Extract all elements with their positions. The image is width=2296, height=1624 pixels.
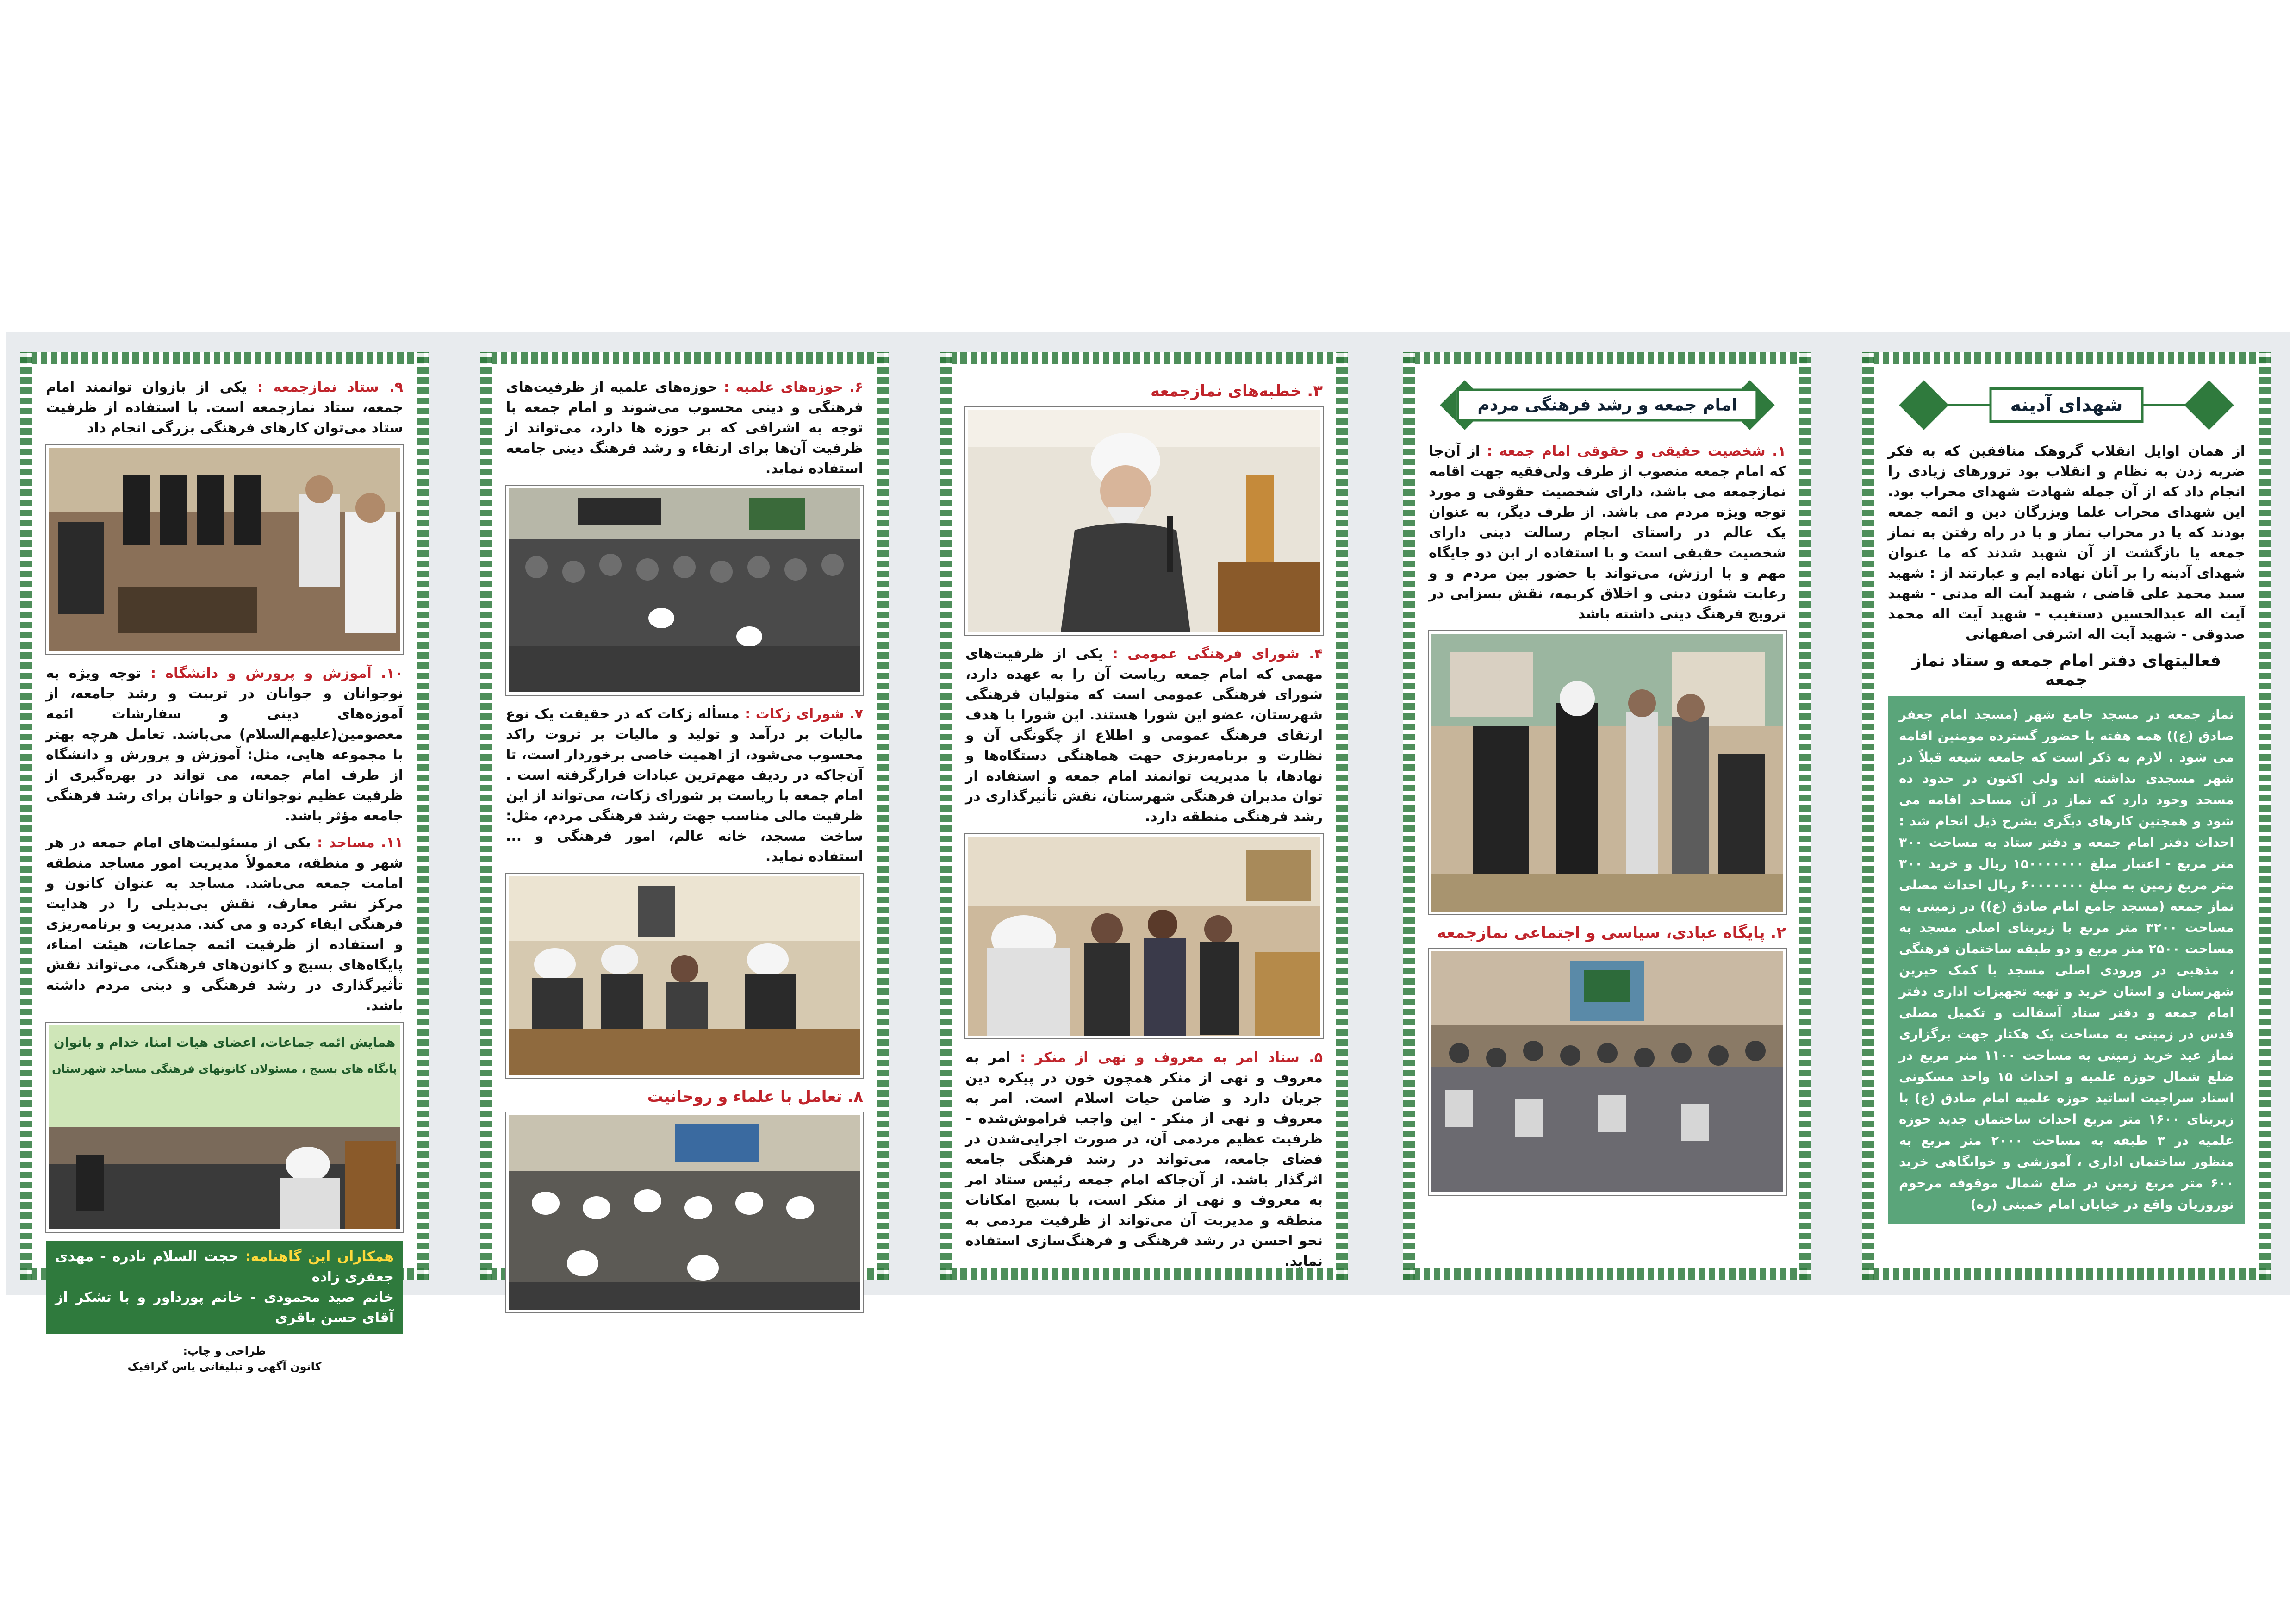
frame-bottom bbox=[1403, 1268, 1811, 1280]
panel-imam-culture bbox=[1403, 352, 1811, 1280]
frame-top bbox=[940, 352, 1348, 364]
panel-sermons bbox=[940, 352, 1348, 1280]
section-heading: ۱۱. مساجد : bbox=[317, 835, 403, 851]
design-label: طراحی و چاپ: bbox=[183, 1344, 266, 1357]
design-name: کانون آگهی و تبلیغاتی یاس گرافیک bbox=[127, 1360, 322, 1373]
frame-top bbox=[20, 352, 429, 364]
frame-left bbox=[940, 352, 952, 1280]
photo-clergy-meeting bbox=[506, 1112, 863, 1312]
credits-line2: خانم صید محمودی - خانم پورداور و با تشکر از آقای حسن باقری bbox=[55, 1289, 394, 1326]
frame-left bbox=[1403, 352, 1415, 1280]
ornament-diamond-icon bbox=[1899, 380, 1948, 430]
ornament-diamond-icon bbox=[2184, 380, 2234, 430]
frame-left bbox=[480, 352, 492, 1280]
photo-zakat-council bbox=[506, 874, 863, 1078]
section-heading: ۱. شخصیت حقیقی و حقوقی امام جمعه : bbox=[1487, 443, 1786, 459]
section-heading: ۳. خطبه‌های نمازجمعه bbox=[1151, 382, 1323, 400]
panel-seminaries bbox=[480, 352, 889, 1280]
frame-right bbox=[2259, 352, 2271, 1280]
section-banner bbox=[1429, 377, 1786, 433]
frame-top bbox=[480, 352, 889, 364]
section-text: امر به معروف و نهی از منکر همچون خون در پیکره دین جریان دارد و ضامن حیات اسلام است. امر به معروف و نهی از منکر - این واجب فراموش‌شده - ظرفیت عظیم مردمی آن، در صورت اجرایی‌شدن در فضای جامعه، می‌تواند در رشد فرهنگی جامعه اثرگذار باشد. از آن‌جاکه امام جمعه رئیس ستاد امر به معروف و نهی از منکر است، با بسیج امکانات منطقه و مدیریت آن می‌تواند از ظرفیت مردمی به نحو احسن در رشد فرهنگی و فرهنگ‌سازی استفاده نماید. bbox=[965, 1049, 1323, 1269]
credits-line1: حجت السلام نادره - مهدی جعفری زاده bbox=[55, 1249, 394, 1285]
banner-title: امام جمعه و رشد فرهنگی مردم bbox=[1456, 389, 1758, 422]
frame-left bbox=[20, 352, 32, 1280]
section-heading: ۱۰. آموزش و پرورش و دانشگاه : bbox=[150, 665, 403, 681]
frame-right bbox=[877, 352, 889, 1280]
banner-title: شهدای آدینه bbox=[1990, 387, 2144, 423]
section-heading: ۴. شورای فرهنگی عمومی : bbox=[1112, 646, 1323, 662]
section-text: توجه ویژه به نوجوانان و جوانان در تربیت و رشد جامعه، از آموزه‌های دینی و سفارشات ائمه معصومین(علیهم‌السلام) می‌باشد. تعامل هرچه بهتر با مجموعه هایی، مثل: آموزش و پرورش و دانشگاه از طرف امام جمعه، می تواند در بهره‌گیری از ظرفیت عظیم نوجوانان و جوانان برای رشد فرهنگی جامعه مؤثر باشد. bbox=[46, 665, 403, 824]
photo-council bbox=[965, 834, 1323, 1038]
intro-paragraph: از همان اوایل انقلاب گروهک منافقین که به فکر ضربه زدن به نظام و انقلاب بود ترورهای زیادی را انجام داد که از آن جمله شهادت شهدای محراب بود. این شهدای محراب علما وبزرگان دین و ائمه جمعه بودند که یا در محراب نماز و یا در راه رفتن به نماز جمعه یا بازگشت از آن شهید شدند که ما عنوان شهدای آدینه را بر آنان نهاده ایم و عبارتند از : شهید سید محمد علی قاضی ، شهید آیت اله مدنی - شهید آیت اله عبدالحسین دستغیب - شهید آیت اله محمد صدوقی - شهید آیت اله اشرفی اصفهانی bbox=[1888, 443, 2245, 643]
photo-banner-subtext: پایگاه های بسیج ، مسئولان کانونهای فرهنگی مساجد شهرستان bbox=[52, 1062, 397, 1075]
frame-right bbox=[417, 352, 429, 1280]
section-text: حوزه‌های علمیه از ظرفیت‌های فرهنگی و دینی محسوب می‌شوند و امام جمعه با توجه به اشرافی که بر حوزه ها دارد، می‌تواند از ظرفیت آن‌ها برای ارتقاء و رشد فرهنگ دینی جامعه استفاده نماید. bbox=[506, 379, 863, 477]
section-text: یکی از مسئولیت‌های امام جمعه در هر شهر و منطقه، معمولاً مدیریت امور مساجد منطقه امامت جمعه می‌باشد. مساجد به عنوان کانون و مرکز نشر معارف، نقش بی‌بدیلی را در هدایت فرهنگی ایفاء کرده و می کند. مدیریت و برنامه‌ریزی و استفاده از ظرفیت ائمه جماعات، هیئت امناء، پایگاه‌های بسیج و کانون‌های فرهنگی، می‌تواند نقش تأثیرگذاری در رشد فرهنگی و دینی مردم داشته باشد. bbox=[46, 835, 403, 1014]
activities-box: نماز جمعه در مسجد جامع شهر (مسجد امام جعفر صادق (ع)) همه هفته با حضور گسترده مومنین اقامه می شود . لازم به ذکر است که جامعه شیعه قبلاً در شهر مسجدی نداشته اند ولی اکنون در حدود ده مسجد وجود دارد که نماز در آن مساجد اقامه می شود و همچنین کارهای دیگری بشرح ذیل انجام شد : احداث دفتر امام جمعه و دفتر ستاد به مساحت ۳۰۰ متر مربع - اعتبار مبلغ ۱۵۰۰۰۰۰۰۰ ریال و خرید ۳۰۰ متر مربع زمین به مبلغ ۶۰۰۰۰۰۰۰ ریال احداث مصلی نماز جمعه (مسجد جامع امام صادق (ع)) در زمینی به مساحت ۳۲۰۰ متر مربع با زیربنای اصلی مسجد به مساحت ۲۵۰۰ متر مربع و دو طبقه ساختمان فرهنگی ، مذهبی در ورودی اصلی مسجد با کمک خیرین شهرستان و استان خرید و تهیه تجهیزات اداری دفتر امام جمعه و دفتر ستاد آسفالت و تکمیل مصلی قدس در زمینی به مساحت یک هکتار جهت برگزاری نماز عید خرید زمینی به مساحت ۱۱۰۰ متر مربع در ضلع شمال حوزه علمیه و احداث ۱۵ واحد مسکونی استاد سراجیت اساتید حوزه علمیه امام صادق (ع) با زیربنای ۱۶۰۰ متر مربع احداث ساختمان جدید حوزه علمیه در ۳ طبقه به مساحت ۲۰۰۰ متر مربع به منظور ساختمان اداری ، آموزشی و خوابگاهی خرید ۶۰۰ متر مربع زمین در ضلع شمال موقوفه مرحوم نوروزیان واقع در خیابان امام خمینی (ره) bbox=[1888, 696, 2245, 1224]
section-text: از آن‌جا که امام جمعه منصوب از طرف ولی‌فقیه جهت اقامه نمازجمعه می باشد، دارای شخصیت حقوقی و مورد توجه ویژه مردم می باشد. از طرف دیگر، به عنوان یک عالم در راستای انجام رسالت دینی دارای شخصیت حقیقی است و با استفاده از این دو جایگاه مهم و با ارزش، می‌تواند با حضور بین مردم و و رعایت شئون دینی و اخلاق کریمه، نقش بسزایی در ترویج فرهنگ دینی داشته باشد bbox=[1429, 443, 1786, 622]
photo-conference-banner bbox=[46, 1023, 403, 1232]
frame-top bbox=[1862, 352, 2271, 364]
section-heading: ۸. تعامل با علماء و روحانیت bbox=[647, 1087, 863, 1106]
activities-title: فعالیتهای دفتر امام جمعه و ستاد نماز جمعه bbox=[1911, 651, 2221, 689]
credits-box bbox=[46, 1241, 403, 1334]
section-text: یکی از ظرفیت‌های مهمی که امام جمعه ریاست آن را به عهده دارد، شورای فرهنگی عمومی است که متولیان فرهنگی شهرستان، عضو این شورا هستند. این شورا با هدف ارتقای فرهنگ عمومی و اطلاع از چگونگی آن و نظارت و برنامه‌ریزی جهت هماهنگی دستگاه‌ها و نهادها، با مدیریت توانمند امام جمعه و استفاده از توان مدیران فرهنگی شهرستان، نقش تأثیرگذاری در رشد فرهنگی منطقه دارد. bbox=[965, 646, 1323, 825]
frame-top bbox=[1403, 352, 1811, 364]
panel-shohada bbox=[1862, 352, 2271, 1280]
credits-label: همکاران این گاهنامه: bbox=[245, 1249, 394, 1265]
panel-staff bbox=[20, 352, 429, 1373]
photo-staff-meeting bbox=[46, 445, 403, 654]
section-text: یکی از بازوان توانمند امام جمعه، ستاد نمازجمعه است. با استفاده از ظرفیت ستاد می‌توان کارهای فرهنگی بزرگی انجام داد bbox=[46, 379, 403, 436]
section-heading: ۶. حوزه‌های علمیه : bbox=[723, 379, 863, 395]
section-heading: ۷. شورای زکات : bbox=[745, 706, 864, 722]
photo-friday-prayer bbox=[1429, 949, 1786, 1195]
frame-right bbox=[1336, 352, 1348, 1280]
section-heading: ۲. پایگاه عبادی، سیاسی و اجتماعی نمازجمعه bbox=[1437, 924, 1786, 942]
photo-seminary-gathering bbox=[506, 486, 863, 695]
frame-left bbox=[1862, 352, 1874, 1280]
section-banner bbox=[1888, 377, 2245, 433]
section-text: مسأله زکات که در حقیقت یک نوع مالیات بر درآمد و تولید و مالیات بر ثروت راکد محسوب می‌شود، از اهمیت خاصی برخوردار است، تا آن‌جاکه در ردیف مهم‌ترین عبادات قرارگرفته است . امام جمعه با ریاست بر شورای زکات، می‌تواند از این ظرفیت مالی مناسب جهت رشد فرهنگی مردم، مثل: ساخت مسجد، خانه عالم، امور فرهنگی و ... استفاده نماید. bbox=[506, 706, 863, 865]
section-heading: ۹. ستاد نمازجمعه : bbox=[257, 379, 403, 395]
section-heading: ۵. ستاد امر به معروف و نهی از منکر : bbox=[1020, 1049, 1323, 1066]
photo-imam-crowd bbox=[1429, 631, 1786, 914]
photo-banner-text: همایش ائمه جماعات، اعضای هیات امنا، خدام و بانوان bbox=[53, 1035, 396, 1050]
photo-sermon bbox=[965, 407, 1323, 635]
frame-right bbox=[1799, 352, 1811, 1280]
frame-bottom bbox=[1862, 1268, 2271, 1280]
